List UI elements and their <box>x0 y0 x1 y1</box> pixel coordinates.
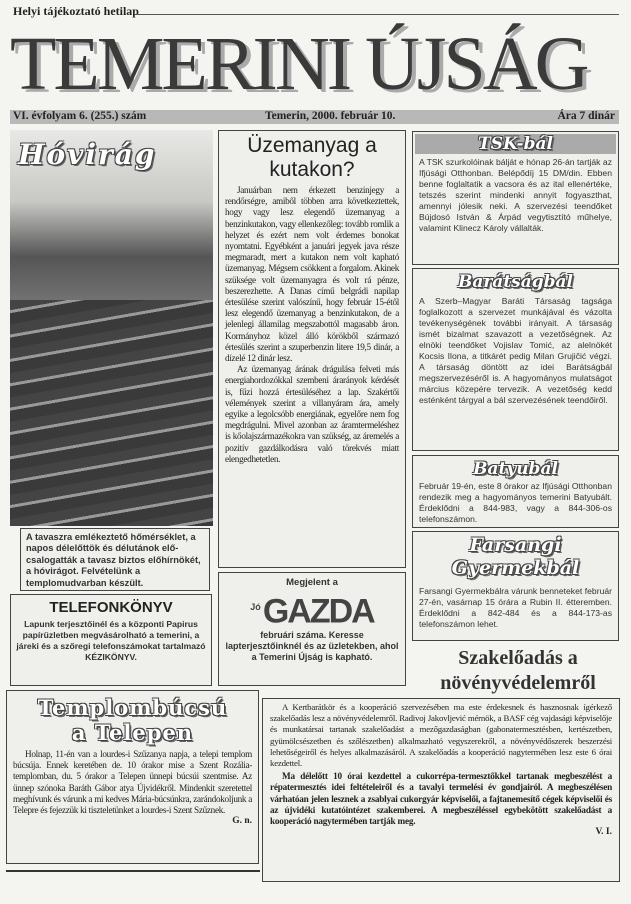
baratsag-text: A Szerb–Magyar Baráti Társaság tagsága foglalkozott a szervezet munkájával és vázolta tevékenységének további irányait. A társaság ismét bizalmat szavazott a vezetőségnek. Az elnöki teendőket Vojislav Tomić, az alelnökét Kocsis Ilona, a titkárét pedig Milan Grujičić végzi. A társaság döntött az idei Barátságbál megszervezéséről is. A hagyományos mulatságot március közepére tervezik. A vezetőség kedd esténként tárgyal a bál szervezésének teendőiről. <box>419 296 612 405</box>
issue-price: Ára 7 dinár <box>557 110 615 122</box>
gazda-logo-text: GAZDA <box>262 592 374 631</box>
szak-signature: V. I. <box>595 827 612 838</box>
tsk-title: TSK-bál <box>415 134 616 154</box>
tsk-box <box>412 131 619 265</box>
hovirag-caption <box>20 528 210 591</box>
batyu-box <box>412 455 619 528</box>
szak-p2: Ma délelőtt 10 órai kezdettel a cukorrépa-termesztőkkel tartanak megbeszélést a répatermesztés idei feltételeiről és a tavalyi termelési év gondjairól. A megbeszélésen várhatóan jelen lesznek a zsablyai cukorgyár képviselői, a fajtanemesítő cégek képviselői és az újvidéki kutatóintézet szakemberei. A megbeszéléssel egybekötött szakelőadást a kooperáció nagytermében tartják meg. <box>270 771 612 827</box>
uzemanyag-title: Üzemanyag a kutakon? <box>247 134 377 181</box>
gazda-text: februári száma. Keresse lapterjesztőinknél és az üzletekben, ahol a Temerini Újság is kapható. <box>225 630 399 663</box>
telefonkonyv-text: Lapunk terjesztőinél és a központi Papirus papírüzletben megvásárolható a temerini, a járeki és a szőregi telefonszámokat tartalmazó KÉZIKÖNYV. <box>16 619 206 662</box>
farsang-title-2: Gyermekbál <box>451 557 580 579</box>
farsang-box <box>412 531 619 641</box>
gazda-logo-small: Jó <box>250 602 261 612</box>
masthead-subtitle: Helyi tájékoztató hetilap <box>13 4 139 18</box>
farsang-text: Farsangi Gyermekbálra várunk benneteket február 27-én, vasárnap 15 órára a Rubin II. étteremben. Érdeklődni a 842-484 és a 844-173-as telefonszámon lehet. <box>419 586 612 629</box>
uzemanyag-p2: Az üzemanyag árának drágulása felveti más energiahordozókkal szembeni árarányok kérdését is, fűzi hozzá értesüléséhez a lap. Szakértői vélemények szerint a villanyáram ára, amely egyike a legolcsóbb energiának, egyelőre nem fog megdrágulni. Mivel azonban az áramtermeléshez is kőolajszármazékokra van szükség, az áremelés a pozitív gazdálkodásra való törekvés miatt elengedhetetlen. <box>225 364 399 464</box>
szak-p1: A Kertbarátkör és a kooperáció szervezésében ma este érdekesnek és hasznosnak ígérkező szakelőadás lesz a növényvédelemről. Radivoj Jakovljević mérnök, a BASF cég vajdasági képviselője és munkatársai tartanak szakelőadást a mezőgazdaságban (gabonatermesztésben, kertészetben, gyümölcsészetben és szőlészetben) alkalmazható vegyszerekről, a növényvédőszerek beszerzési lehetőségeiről és helyes alkalmazásáról. A szakelőadás a kooperáció nagytermében lesz este 6 órai kezdettel. <box>270 702 612 769</box>
templom-box <box>6 690 259 864</box>
baratsag-title: Barátságbál <box>457 272 574 292</box>
tsk-text: A TSK szurkolóinak bálját e hónap 26-án tartják az Ifjúsági Otthonban. Belépődíj 15 DM/din. Ebben benne foglaltatik a vacsora és az ital ellenértéke, tetszés szerint mindenki annyit fogyaszthat, amennyi jólesik neki. A szervezési teendőket Bújdosó István & Árpád vegytisztító műhelye, valamint Klinecz Károly vállalták. <box>419 157 612 233</box>
telefonkonyv-title: TELEFONKÖNYV <box>49 599 173 616</box>
farsang-title-1: Farsangi <box>469 534 562 556</box>
gazda-ad <box>218 572 406 686</box>
gazda-top: Megjelent a <box>286 577 338 588</box>
gazda-logo <box>224 588 400 630</box>
batyu-text: Február 19-én, este 8 órakor az Ifjúsági Otthonban rendezik meg a hagyományos temerini Batyubált. Érdeklődni a 844-983, vagy a 844-306-os telefonszámon. <box>419 481 612 524</box>
templom-title: Templombúcsú a Telepen <box>37 695 228 745</box>
uzemanyag-box <box>218 130 406 568</box>
caption-text: A tavaszra emlékeztető hőmérséklet, a napos délelőttök és délutánok előcsalogatták a tavasz biztos előhírnökét, a hóvirágot. Felvételünk a templomudvarban készült. <box>26 532 201 588</box>
szak-title: Szakelőadás a növényvédelemről <box>440 647 596 694</box>
templom-text: Holnap, 11-én van a lourdes-i Szűzanya napja, a telepi templom búcsúja. Ennek keretében de. 10 órakor mise a Szent Rozália-templomban, du. 5 órakor a Telepen ünnepi búcsúi szentmise. Az ünnep szónoka Baráth Gábor atya Újvidékről. Mindenkit szeretettel meghívunk és várunk a mi kedves Mária-búcsúnkra, zarándokoljunk a Telepre és fejezzük ki tiszteletünket a lourdes-i Szent Szűznek. <box>13 749 252 816</box>
uzemanyag-p1: Januárban nem érkezett benzinjegy a rendőrségre, amiből többen arra következtettek, hogy vagy lesz elegendő üzemanyag a benzinkutakon, vagy ellenkezőleg: tovább romlik a helyzet és ezért nem volt érdemes bonokat nyomtatni. Egyébként a januári jegyek java része megmaradt, mert a kutakon nem volt kapható üzemanyag. Mégsem csökkent a forgalom. Akinek szüksége volt üzemanyagra és volt rá pénze, beszerezhette. A Danas című belgrádi napilap értesülése szerint valószínű, hogy február 15-étől lesz elegendő üzemanyag a benzinkutakon, de a jelenlegi államilag megszabottól magasabb áron. Kormányhoz közel álló körökből származó értesülés szerint a szuperbenzin litere 19,5 dinár, a dízelé 12 dinár lesz. <box>225 185 399 364</box>
masthead-rule <box>135 14 619 15</box>
telefonkonyv-box <box>10 594 212 686</box>
batyu-title: Batyubál <box>473 459 558 479</box>
baratsag-box <box>412 268 619 451</box>
hovirag-photo <box>10 130 213 526</box>
szak-box <box>262 698 620 882</box>
hovirag-title: Hóvirág <box>18 138 157 171</box>
bottom-rule <box>6 870 260 872</box>
issue-date: Temerin, 2000. február 10. <box>265 110 396 122</box>
photo-steps <box>10 300 213 526</box>
templom-signature: G. n. <box>232 816 252 827</box>
issue-number: VI. évfolyam 6. (255.) szám <box>13 110 147 122</box>
masthead-title: TEMERINI ÚJSÁG <box>10 22 587 106</box>
